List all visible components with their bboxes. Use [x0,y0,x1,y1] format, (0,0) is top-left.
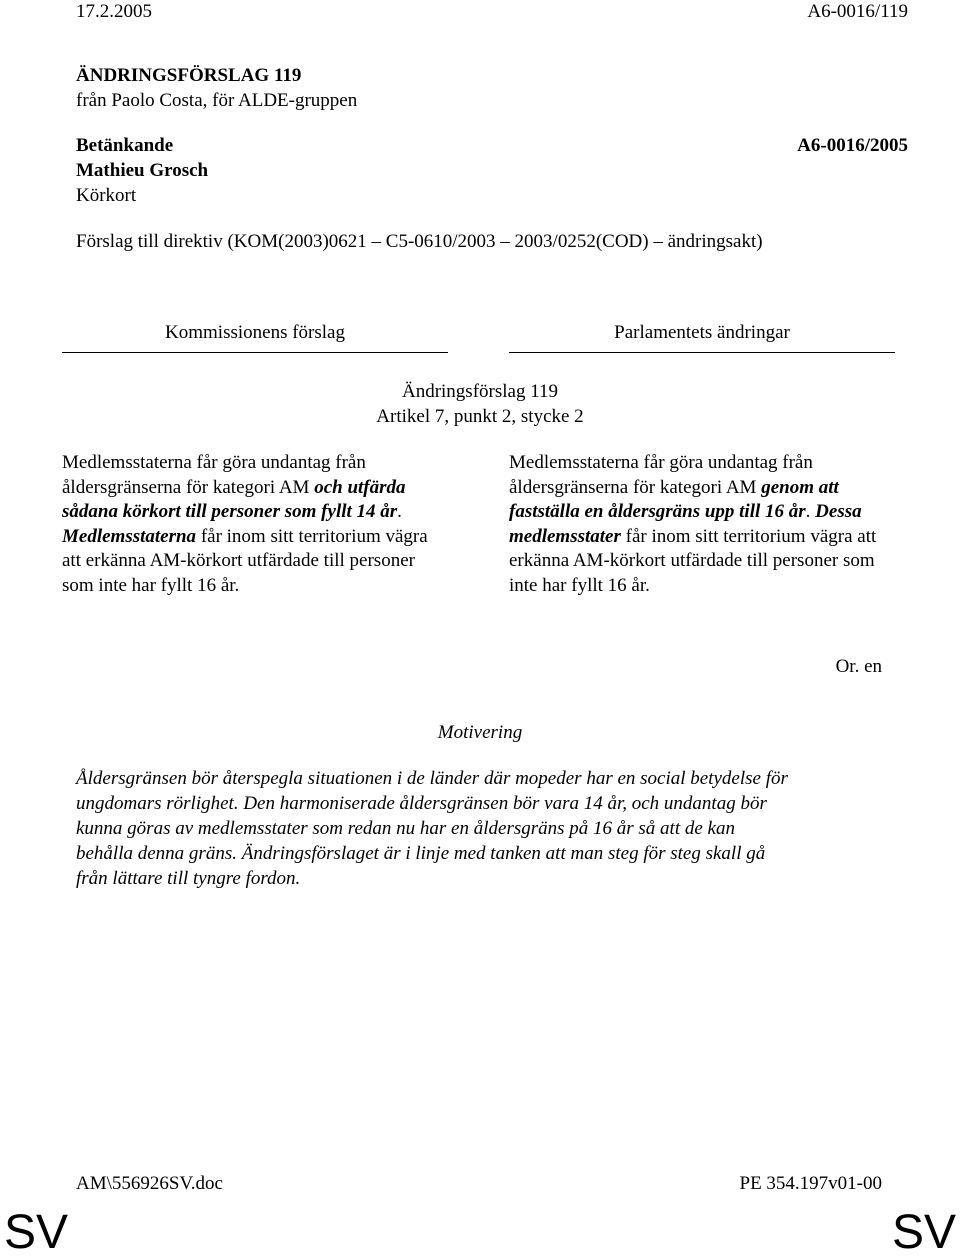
footer-filename: AM\556926SV.doc [76,1173,223,1194]
footer-language-right: SV [891,1206,956,1259]
original-language: Or. en [835,656,882,677]
justification-line: kunna göras av medlemsstater som redan nu har en åldersgräns på 16 år så att de kan [76,818,735,839]
commission-proposal-heading: Kommissionens förslag [165,322,345,343]
document-reference: A6-0016/119 [807,1,908,22]
justification-heading: Motivering [437,722,523,743]
parliament-text-part: får inom sitt territorium vägra att erkänna AM-körkort utfärdade till personer som inte har fyllt 16 år. [509,525,877,596]
justification-line: från lättare till tyngre fordon. [76,868,301,889]
justification-line: ungdomars rörlighet. Den harmoniserade åldersgränsen bör vara 14 år, och undantag bör [76,793,767,814]
commission-text-deleted-emphasis: och utfärda sådana körkort till personer som fyllt 14 år [62,476,406,522]
report-subject: Körkort [76,185,137,206]
amendment-number: Ändringsförslag 119 [401,381,559,402]
report-label: Betänkande [76,135,174,156]
amendment-title: ÄNDRINGSFÖRSLAG 119 [76,65,302,86]
commission-text-part: får inom sitt territorium vägra att erkänna AM-körkort utfärdade till personer som inte har fyllt 16 år. [62,525,428,596]
justification-line: Åldersgränsen bör återspegla situationen i de länder där mopeder har en social betydelse för [76,768,788,789]
commission-text [62,451,436,598]
commission-text-changed-subject: Medlemsstaterna [62,525,197,547]
left-heading-rule [62,352,448,353]
right-heading-rule [509,352,895,353]
report-number: A6-0016/2005 [797,135,908,156]
rapporteur-name: Mathieu Grosch [76,160,209,181]
parliament-text [509,451,889,598]
commission-text-part: . [397,501,402,522]
parliament-amendments-heading: Parlamentets ändringar [614,322,790,343]
parliament-text-part: . [805,501,816,522]
parliament-text-new-emphasis: genom att fastställa en åldersgräns upp till 16 år [509,476,839,522]
article-reference: Artikel 7, punkt 2, stycke 2 [376,406,584,427]
footer-language-left: SV [4,1206,69,1259]
footer-pe-number: PE 354.197v01-00 [739,1173,882,1194]
amendment-author: från Paolo Costa, för ALDE-gruppen [76,90,358,111]
document-date: 17.2.2005 [76,1,152,22]
commission-text-part: Medlemsstaterna får göra undantag från åldersgränserna för kategori AM [62,452,366,498]
proposal-line: Förslag till direktiv (KOM(2003)0621 – C5-0610/2003 – 2003/0252(COD) – ändringsakt) [76,231,763,252]
parliament-text-changed-subject: Dessa medlemsstater [509,501,862,547]
justification-line: behålla denna gräns. Ändringsförslaget är i linje med tanken att man steg för steg skall gå [76,843,766,864]
parliament-text-part: Medlemsstaterna får göra undantag från åldersgränserna för kategori AM [509,452,813,498]
